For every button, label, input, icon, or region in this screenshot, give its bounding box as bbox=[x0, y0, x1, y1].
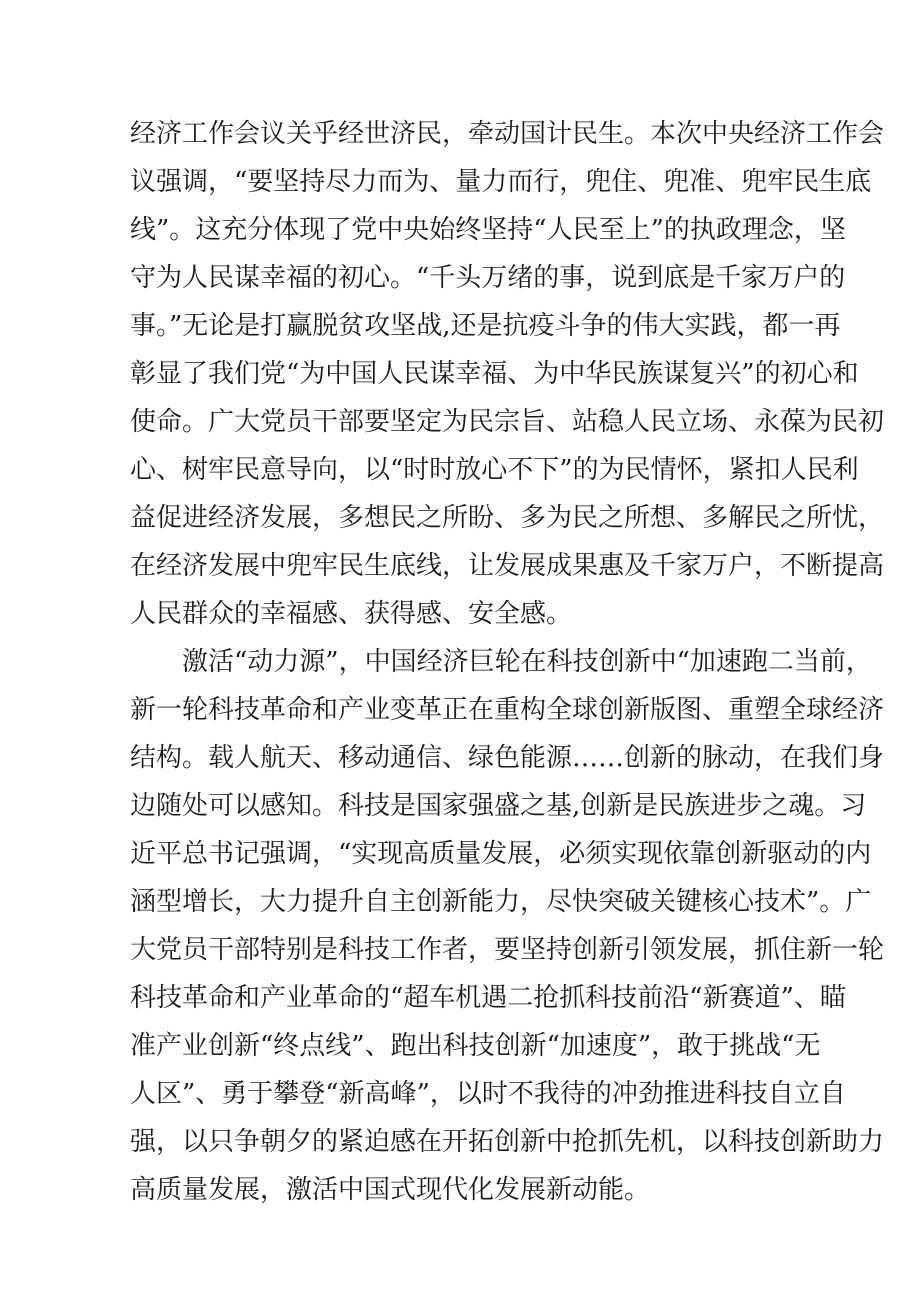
paragraph-line: 彰显了我们党“为中国人民谋幸福、为中华民族谋复兴”的初心和 bbox=[130, 359, 859, 389]
paragraph-line: 人民群众的幸福感、获得感、安全感。 bbox=[130, 599, 573, 629]
paragraph-line: 心、树牢民意导向，以“时时放心不下”的为民情怀，紧扣人民利 bbox=[130, 455, 859, 485]
paragraph-line: 使命。广大党员干部要坚定为民宗旨、站稳人民立场、永葆为民初 bbox=[130, 407, 885, 437]
paragraph-line: 线”。这充分体现了党中央始终坚持“人民至上”的执政理念，坚 bbox=[130, 215, 846, 245]
paragraph-line: 经济工作会议关乎经世济民，牵动国计民生。本次中央经济工作会 bbox=[130, 119, 885, 149]
paragraph-1 bbox=[130, 110, 885, 638]
paragraph-line: 新一轮科技革命和产业变革正在重构全球创新版图、重塑全球经济 bbox=[130, 695, 885, 725]
paragraph-line: 守为人民谋幸福的初心。“千头万绪的事，说到底是千家万户的 bbox=[130, 263, 846, 293]
paragraph-2 bbox=[130, 638, 885, 1214]
document-page bbox=[130, 110, 885, 1214]
paragraph-line: 强，以只争朝夕的紧迫感在开拓创新中抢抓先机，以科技创新助力 bbox=[130, 1127, 885, 1157]
paragraph-line: 科技革命和产业革命的“超车机遇二抢抓科技前沿“新赛道”、瞄 bbox=[130, 983, 846, 1013]
paragraph-line: 在经济发展中兜牢民生底线，让发展成果惠及千家万户，不断提高 bbox=[130, 551, 885, 581]
paragraph-line: 激活“动力源”，中国经济巨轮在科技创新中“加速跑二当前， bbox=[130, 647, 872, 677]
paragraph-line: 大党员干部特别是科技工作者，要坚持创新引领发展，抓住新一轮 bbox=[130, 935, 885, 965]
paragraph-line: 议强调，“要坚持尽力而为、量力而行，兜住、兜准、兜牢民生底 bbox=[130, 167, 872, 197]
paragraph-line: 人区”、勇于攀登“新高峰”，以时不我待的冲劲推进科技自立自 bbox=[130, 1079, 846, 1109]
paragraph-line: 涵型增长，大力提升自主创新能力，尽快突破关键核心技术”。广 bbox=[130, 887, 872, 917]
paragraph-line: 边随处可以感知。科技是国家强盛之基,创新是民族进步之魂。习 bbox=[130, 791, 867, 821]
paragraph-line: 结构。载人航天、移动通信、绿色能源……创新的脉动，在我们身 bbox=[130, 743, 885, 773]
paragraph-line: 事。”无论是打赢脱贫攻坚战,还是抗疫斗争的伟大实践，都一再 bbox=[130, 311, 841, 341]
paragraph-line: 益促进经济发展，多想民之所盼、多为民之所想、多解民之所忧， bbox=[130, 503, 885, 533]
paragraph-line: 近平总书记强调，“实现高质量发展，必须实现依靠创新驱动的内 bbox=[130, 839, 872, 869]
paragraph-line: 准产业创新“终点线”、跑出科技创新“加速度”，敢于挑战“无 bbox=[130, 1031, 821, 1061]
paragraph-line: 高质量发展，激活中国式现代化发展新动能。 bbox=[130, 1175, 651, 1205]
